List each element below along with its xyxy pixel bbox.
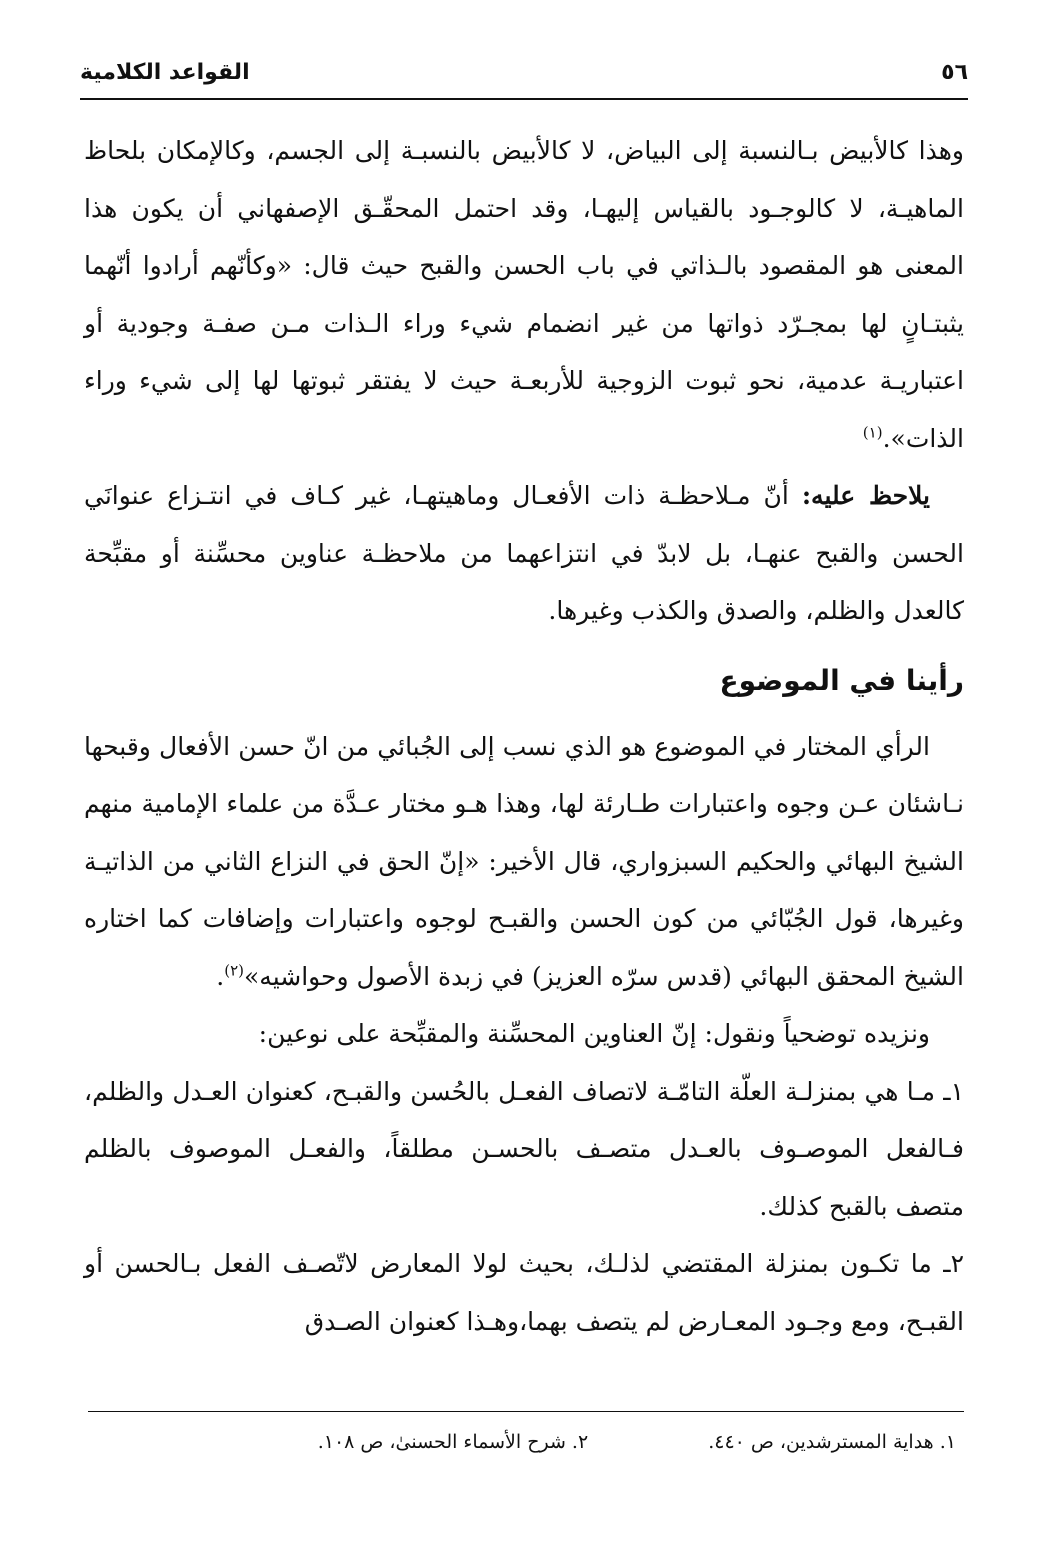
paragraph: الرأي المختار في الموضوع هو الذي نسب إلى الجُبائي من انّ حسن الأفعال وقبحها نـاشئان عـن وجوه واعتبارات طـارئة لها، وهذا هـو مختار عـدَّة من علماء الإمامية منهم الشيخ البهائي والحكيم السبزواري، قال الأخير: «إنّ الحق في النزاع الثاني من الذاتيـة وغيرها، قول الجُبّائي من كون الحسن والقبـح لوجوه واعتبارات وإضافات كما اختاره الشيخ المحقق البهائي (قدس سرّه العزيز) في زبدة الأصول وحواشيه»$^{(٢)}$. xyxy=(84,731,964,991)
paragraph-text: وهذا كالأبيض بـالنسبة إلى البياض، لا كالأبيض بالنسبـة إلى الجسم، وكالإمكان بلحاظ الماهيـة، لا كالوجـود بالقياس إليهـا، وقد احتمل المحقّـق الإصفهاني أن يكون هذا المعنى هو المقصود بالـذاتي في باب الحسن والقبح حيث قال: «وكأنّهم أرادوا أنّهما يثبتـانٍ لها بمجـرّد ذواتها من غير انضمام شيء وراء الـذات مـن صفـة وجودية أو اعتباريـة عدمية، نحو ثبوت الزوجية للأربعـة حيث لا يفتقر ثبوتها لها إلى شيء وراء الذات». xyxy=(84,136,964,453)
paragraph-lead: يلاحظ عليه: xyxy=(801,481,931,510)
footnote-ref-1: (١) xyxy=(862,423,883,442)
page-number: ٥٦ xyxy=(941,59,968,85)
footnote-ref-2: (٢) xyxy=(224,961,244,980)
footnotes xyxy=(180,1422,956,1462)
list-item: ١ـ مـا هي بمنزلـة العلّة التامّـة لاتصاف الفعـل بالحُسن والقبـح، كعنوان العـدل والظلم، فـالفعل الموصـوف بالعـدل متصـف بالحسـن مطلقاً، والفعـل الموصوف بالظلم متصف بالقبح كذلك. xyxy=(84,1076,964,1221)
paragraph-text: الرأي المختار في الموضوع هو الذي نسب إلى الجُبائي من انّ حسن الأفعال وقبحها نـاشئان عـن وجوه واعتبارات طـارئة لها، وهذا هـو مختار عـدَّة من علماء الإمامية منهم الشيخ البهائي والحكيم السبزواري، قال الأخير: «إنّ الحق في النزاع الثاني من الذاتيـة وغيرها، قول الجُبّائي من كون الحسن والقبـح لوجوه واعتبارات وإضافات كما اختاره الشيخ المحقق البهائي (قدس سرّه العزيز) في زبدة الأصول وحواشيه» xyxy=(84,731,964,991)
footnote-1: ١. هداية المسترشدين، ص ٤٤٠. xyxy=(708,1431,956,1453)
header-divider xyxy=(80,98,968,100)
main-text xyxy=(84,122,964,1350)
running-title: القواعد الكلامية xyxy=(80,59,250,85)
paragraph xyxy=(84,122,964,467)
list-item: ٢ـ ما تكـون بمنزلة المقتضي لذلـك، بحيث لولا المعارض لاتّصـف الفعل بـالحسن أو القبـح، ومع وجـود المعـارض لم يتصف بهما،وهـذا كعنوان الصـدق xyxy=(84,1249,964,1336)
page-header xyxy=(80,52,968,92)
footnote-2: ٢. شرح الأسماء الحسنىٰ، ص ١٠٨. xyxy=(317,1431,589,1453)
paragraph-text: أنّ مـلاحظـة ذات الأفعـال وماهيتهـا، غير كـاف في انتـزاع عنوانَي الحسن والقبح عنهـا، بل لابدّ في انتزاعهما من ملاحظـة عناوين محسِّنة أو مقبِّحة كالعدل والظلم، والصدق والكذب وغيرها. xyxy=(84,481,964,625)
paragraph: ونزيده توضحياً ونقول: إنّ العناوين المحسِّنة والمقبِّحة على نوعين: xyxy=(258,1019,930,1048)
section-heading: رأينا في الموضوع xyxy=(719,663,964,697)
paragraph xyxy=(84,467,964,640)
footnote-divider xyxy=(88,1411,964,1412)
